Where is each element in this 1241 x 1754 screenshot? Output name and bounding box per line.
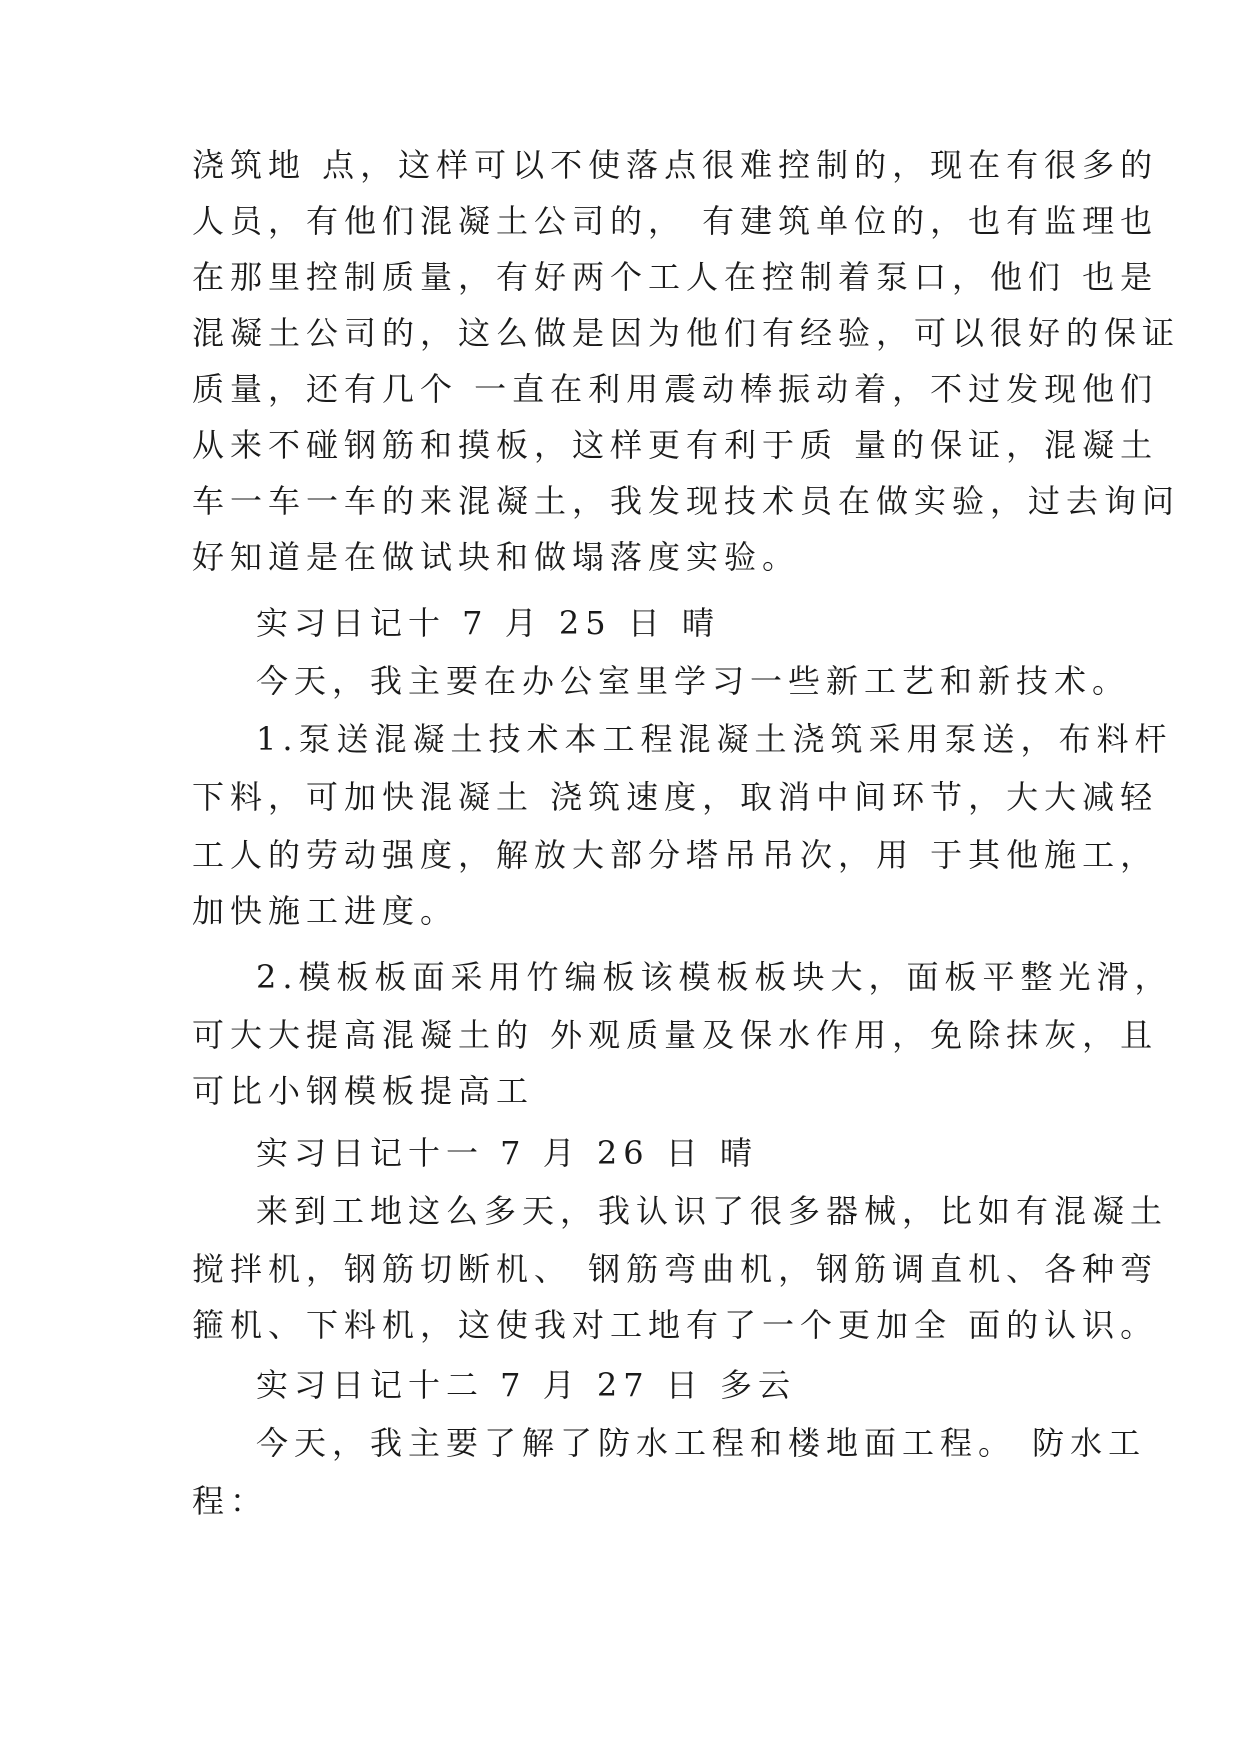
body-text-line: 从来不碰钢筋和摸板，这样更有利于质 量的保证，混凝土 <box>192 426 1159 464</box>
diary-heading: 实习日记十一 7 月 26 日 晴 <box>256 1134 758 1172</box>
body-text-line: 车一车一车的来混凝土，我发现技术员在做实验，过去询问 <box>192 482 1181 520</box>
body-text-line: 混凝土公司的，这么做是因为他们有经验，可以很好的保证 <box>192 314 1181 352</box>
diary-heading: 实习日记十 7 月 25 日 晴 <box>256 604 720 642</box>
numbered-item-line: 1.泵送混凝土技术本工程混凝土浇筑采用泵送，布料杆 <box>256 720 1173 758</box>
paragraph-first-line: 今天，我主要在办公室里学习一些新工艺和新技术。 <box>256 662 1131 700</box>
body-text-line: 质量，还有几个 一直在利用震动棒振动着，不过发现他们 <box>192 370 1159 408</box>
body-text-line: 下料，可加快混凝土 浇筑速度，取消中间环节，大大减轻 <box>192 778 1159 816</box>
body-text-line: 箍机、下料机，这使我对工地有了一个更加全 面的认识。 <box>192 1306 1159 1344</box>
diary-heading: 实习日记十二 7 月 27 日 多云 <box>256 1366 796 1404</box>
body-text-line: 浇筑地 点，这样可以不使落点很难控制的，现在有很多的 <box>192 146 1159 184</box>
body-text-line: 在那里控制质量，有好两个工人在控制着泵口，他们 也是 <box>192 258 1159 296</box>
paragraph-first-line: 今天，我主要了解了防水工程和楼地面工程。 防水工 <box>256 1424 1147 1462</box>
paragraph-first-line: 来到工地这么多天，我认识了很多器械，比如有混凝土 <box>256 1192 1169 1230</box>
body-text-line: 搅拌机，钢筋切断机、 钢筋弯曲机，钢筋调直机、各种弯 <box>192 1250 1159 1288</box>
numbered-item-line: 2.模板板面采用竹编板该模板板块大，面板平整光滑， <box>256 958 1173 996</box>
body-text-line: 工人的劳动强度，解放大部分塔吊吊次，用 于其他施工， <box>192 836 1159 874</box>
body-text-line: 人员，有他们混凝土公司的， 有建筑单位的，也有监理也 <box>192 202 1159 240</box>
body-text-line: 可大大提高混凝土的 外观质量及保水作用，免除抹灰，且 <box>192 1016 1159 1054</box>
body-text-line: 程： <box>192 1482 269 1520</box>
body-text-line: 加快施工进度。 <box>192 892 459 930</box>
body-text-line: 可比小钢模板提高工 <box>192 1072 535 1110</box>
body-text-line: 好知道是在做试块和做塌落度实验。 <box>192 538 801 576</box>
